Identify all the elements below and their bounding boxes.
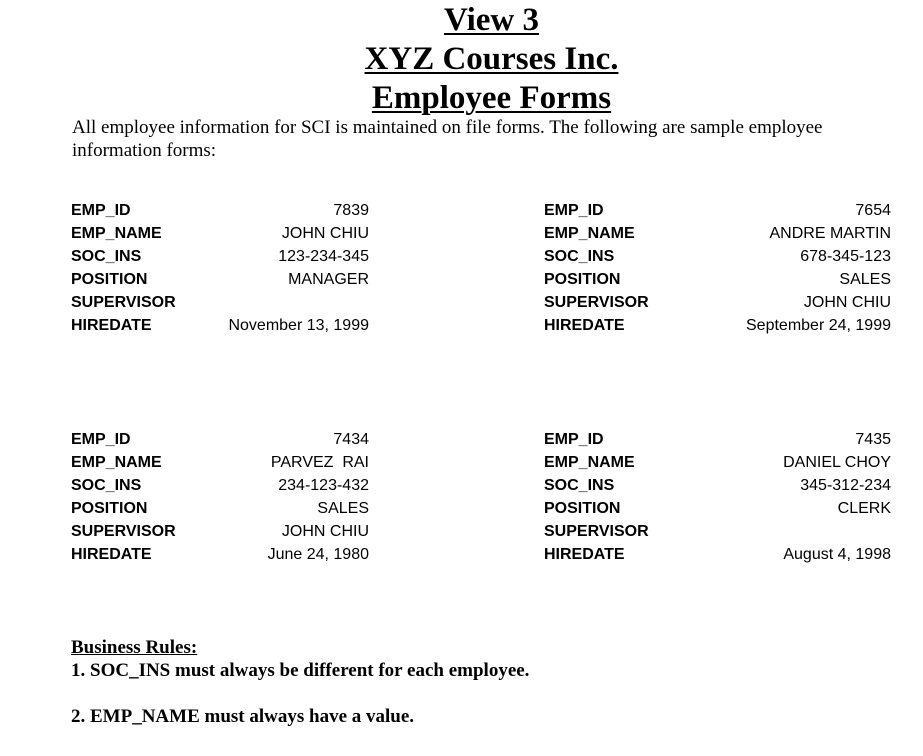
form-row-hiredate	[71, 314, 369, 337]
form-row-emp-name	[544, 451, 891, 474]
field-label: EMP_NAME	[71, 225, 162, 242]
form-row-supervisor	[544, 291, 891, 314]
field-value: JOHN CHIU	[803, 294, 891, 311]
field-value: 7434	[333, 431, 369, 448]
field-label: EMP_NAME	[544, 454, 635, 471]
form-row-position	[544, 497, 891, 520]
field-value: MANAGER	[288, 271, 369, 288]
form-row-emp-id	[71, 428, 369, 451]
field-label: SOC_INS	[544, 248, 615, 265]
field-label: EMP_NAME	[71, 454, 162, 471]
form-row-emp-id	[544, 428, 891, 451]
form-row-position	[544, 268, 891, 291]
field-value: SALES	[317, 500, 369, 517]
form-row-soc-ins	[544, 474, 891, 497]
field-label: SUPERVISOR	[71, 294, 176, 311]
field-label: EMP_ID	[71, 431, 131, 448]
form-row-emp-name	[71, 222, 369, 245]
business-rules-heading: Business Rules:	[71, 637, 198, 658]
field-label: SUPERVISOR	[544, 294, 649, 311]
field-value: November 13, 1999	[228, 317, 369, 334]
field-value: 678-345-123	[800, 248, 891, 265]
field-label: EMP_NAME	[544, 225, 635, 242]
form-row-position	[71, 497, 369, 520]
page-title-company: XYZ Courses Inc.	[364, 41, 619, 77]
intro-paragraph: All employee information for SCI is maintained on file forms. The following are sample employee information forms:	[72, 117, 823, 161]
form-row-emp-name	[71, 451, 369, 474]
form-row-hiredate	[544, 543, 891, 566]
field-label: HIREDATE	[71, 546, 152, 563]
field-value: DANIEL CHOY	[783, 454, 891, 471]
employee-form	[544, 199, 891, 337]
field-label: HIREDATE	[544, 546, 625, 563]
field-value: 234-123-432	[278, 477, 369, 494]
field-value: August 4, 1998	[783, 546, 891, 563]
field-value: September 24, 1999	[746, 317, 891, 334]
field-value: SALES	[839, 271, 891, 288]
field-label: POSITION	[544, 271, 621, 288]
field-value: 7435	[855, 431, 891, 448]
field-value: JOHN CHIU	[281, 523, 369, 540]
employee-form	[71, 428, 369, 566]
field-value: 7839	[333, 202, 369, 219]
employee-form	[71, 199, 369, 337]
field-value: 7654	[855, 202, 891, 219]
field-label: SOC_INS	[71, 477, 142, 494]
field-label: EMP_ID	[71, 202, 131, 219]
business-rule: 2. EMP_NAME must always have a value.	[71, 706, 415, 727]
field-label: SUPERVISOR	[544, 523, 649, 540]
field-value: CLERK	[837, 500, 891, 517]
form-row-soc-ins	[71, 474, 369, 497]
field-label: POSITION	[71, 271, 148, 288]
field-label: SUPERVISOR	[71, 523, 176, 540]
field-label: EMP_ID	[544, 202, 604, 219]
field-value: PARVEZ RAI	[270, 454, 369, 471]
form-row-supervisor	[71, 291, 369, 314]
form-row-soc-ins	[544, 245, 891, 268]
page-title-section: Employee Forms	[371, 80, 612, 116]
form-row-supervisor	[71, 520, 369, 543]
field-label: HIREDATE	[71, 317, 152, 334]
form-row-emp-id	[544, 199, 891, 222]
field-label: POSITION	[544, 500, 621, 517]
field-value: June 24, 1980	[267, 546, 369, 563]
field-label: HIREDATE	[544, 317, 625, 334]
form-row-emp-name	[544, 222, 891, 245]
field-value: 345-312-234	[800, 477, 891, 494]
field-value: JOHN CHIU	[281, 225, 369, 242]
form-row-hiredate	[71, 543, 369, 566]
form-row-emp-id	[71, 199, 369, 222]
field-label: SOC_INS	[544, 477, 615, 494]
form-row-position	[71, 268, 369, 291]
field-label: POSITION	[71, 500, 148, 517]
form-row-hiredate	[544, 314, 891, 337]
employee-form	[544, 428, 891, 566]
page-title-view: View 3	[443, 2, 539, 38]
field-label: SOC_INS	[71, 248, 142, 265]
field-value: 123-234-345	[278, 248, 369, 265]
field-label: EMP_ID	[544, 431, 604, 448]
form-row-soc-ins	[71, 245, 369, 268]
field-value: ANDRE MARTIN	[769, 225, 891, 242]
form-row-supervisor	[544, 520, 891, 543]
business-rule: 1. SOC_INS must always be different for each employee.	[71, 660, 530, 681]
